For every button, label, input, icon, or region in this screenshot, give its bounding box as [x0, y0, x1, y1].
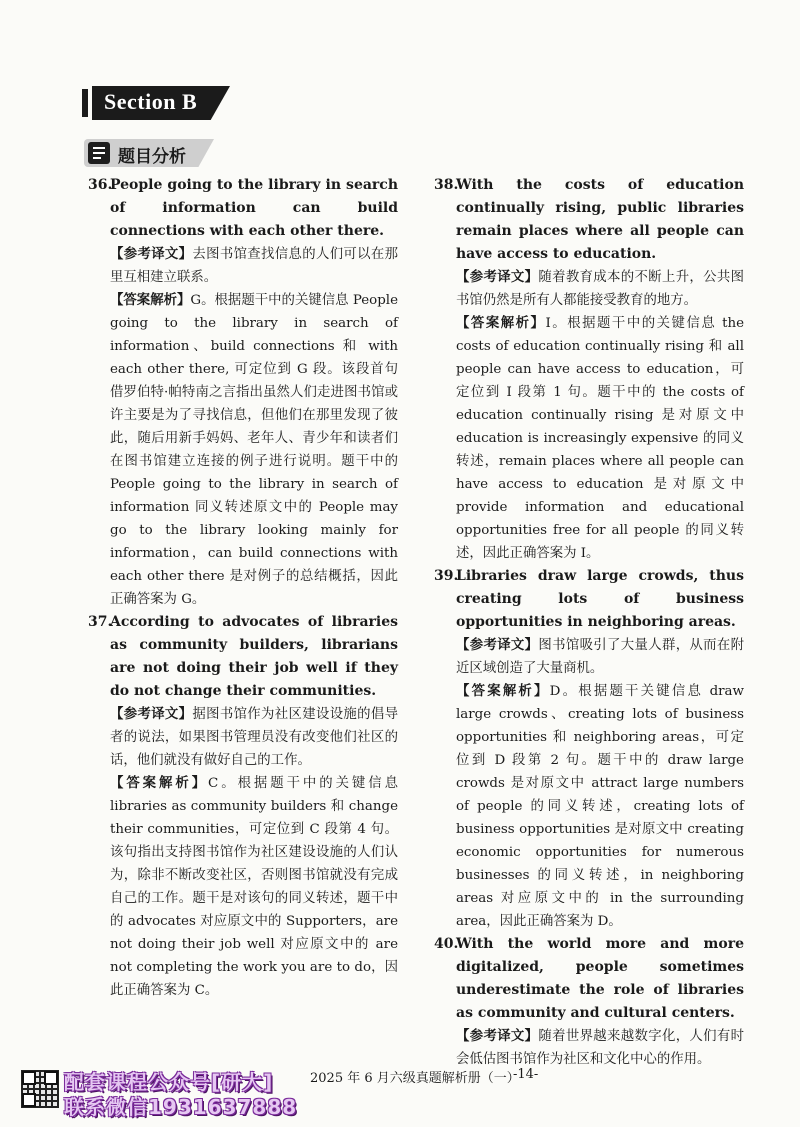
book-title-footer: 2025 年 6 月六级真题解析册（一） — [310, 1071, 520, 1086]
question-number: 37. — [88, 614, 113, 630]
question-number: 38. — [434, 177, 459, 193]
question-stem: Libraries draw large crowds, thus creating lots of business opportunities in neighboring areas. — [456, 568, 744, 630]
answer-analysis: 【答案解析】I。根据题干中的关键信息 the costs of education continually rising 和 all people can have access to education，可定位到 I 段第 1 句。题干中的 the costs of education continually rising 是对原文中 education is increasingly expensive 的同义转述，remain places where all people can have access to education 是对原文中 provide information and educational opportunities free for all people 的同义转述，因此正确答案为 I。 — [456, 315, 744, 561]
banner-accent — [82, 89, 88, 117]
translation: 【参考译文】随着世界越来越数字化，人们有时会低估图书馆作为社区和文化中心的作用。 — [456, 1028, 745, 1067]
translation: 【参考译文】去图书馆查找信息的人们可以在那里互相建立联系。 — [110, 246, 399, 285]
section-title: Section B — [104, 89, 198, 114]
page-number: -14- — [513, 1067, 539, 1082]
answer-analysis: 【答案解析】D。根据题干关键信息 draw large crowds、creating lots of business opportunities 和 neighboring areas，可定位到 D 段第 2 句。题干中的 draw large crowds 是对原文中 attract large numbers of people 的同义转述，creating lots of business opportunities 是对原文中 creating economic opportunities for numerous businesses 的同义转述，in neighboring areas 对应原文中的 in the surrounding area，因此正确答案为 D。 — [456, 683, 744, 929]
translation: 【参考译文】随着教育成本的不断上升，公共图书馆仍然是所有人都能接受教育的地方。 — [456, 269, 745, 308]
question-37 — [88, 611, 398, 1002]
question-40 — [434, 933, 744, 1071]
answer-analysis: 【答案解析】C。根据题干中的关键信息 libraries as community builders 和 change their communities，可定位到 C 段第 4 句。该句指出支持图书馆作为社区建设设施的人们认为，除非不断改变社区，否则图书馆就没有完成自己的工作。题干是对该句的同义转述，题干中的 advocates 对应原文中的 Supporters，are not doing their job well 对应原文中的 are not completing the work you are to do，因此正确答案为 C。 — [110, 775, 398, 998]
question-36 — [88, 174, 398, 611]
right-column — [434, 174, 744, 1071]
document-icon — [88, 142, 110, 164]
question-stem: With the costs of education continually rising, public libraries remain places where all people can have access to education. — [456, 177, 744, 262]
question-38 — [434, 174, 744, 565]
question-number: 40. — [434, 936, 459, 952]
translation: 【参考译文】图书馆吸引了大量人群，从而在附近区域创造了大量商机。 — [456, 637, 745, 676]
question-stem: With the world more and more digitalized, people sometimes underestimate the role of libraries as community and cultural centers. — [456, 936, 744, 1021]
question-number: 39. — [434, 568, 459, 584]
left-column — [88, 174, 398, 1002]
promo-line-2: 联系微信1931637888 — [64, 1095, 298, 1119]
analysis-badge — [84, 139, 214, 167]
question-stem: People going to the library in search of information can build connections with each other there. — [110, 177, 398, 239]
question-stem: According to advocates of libraries as community builders, librarians are not doing their job well if they do not change their communities. — [110, 614, 398, 699]
section-title-banner — [82, 86, 230, 120]
question-number: 36. — [88, 177, 113, 193]
qr-code-icon — [21, 1070, 59, 1108]
question-39 — [434, 565, 744, 933]
analysis-label: 题目分析 — [118, 147, 186, 167]
translation: 【参考译文】据图书馆作为社区建设设施的倡导者的说法，如果图书管理员没有改变他们社区的话，他们就没有做好自己的工作。 — [110, 706, 399, 768]
promo-line-1: 配套课程公众号[研大] — [64, 1070, 274, 1094]
answer-analysis: 【答案解析】G。根据题干中的关键信息 People going to the library in search of information、build connections 和 with each other there, 可定位到 G 段。该段首句借罗伯特·帕特南之言指出虽然人们走进图书馆或许主要是为了寻找信息，但他们在那里发现了彼此，随后用新手妈妈、老年人、青少年和读者们在图书馆建立连接的例子进行说明。题干中的 People going to the library in search of information 同义转述原文中的 People may go to the library looking mainly for information，can build connections with each other there 是对例子的总结概括，因此正确答案为 G。 — [110, 292, 398, 607]
